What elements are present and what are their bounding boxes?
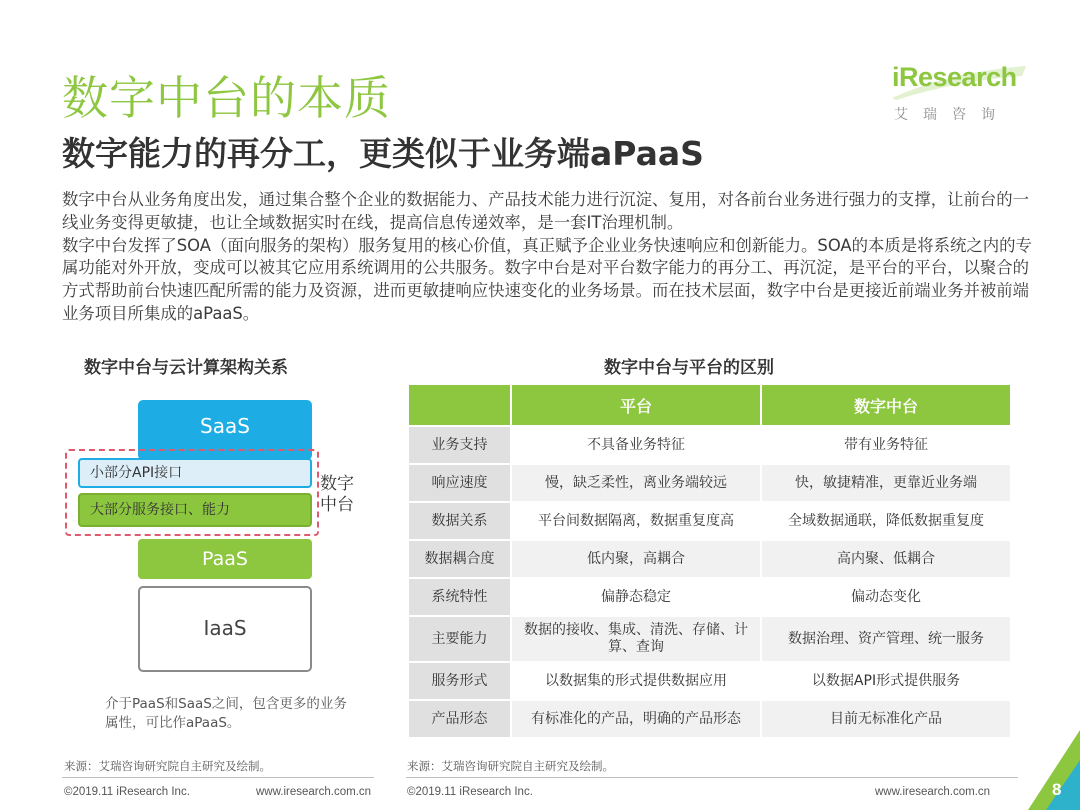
intro-text (62, 189, 1034, 326)
page-title: 数字中台的本质 (62, 71, 391, 125)
digital-cell: 全域数据通联，降低数据重复度 (762, 503, 1010, 539)
website-link-left[interactable]: www.iresearch.com.cn (256, 786, 372, 798)
copyright-left: ©2019.11 iResearch Inc. (64, 786, 190, 798)
digital-cell: 数据治理、资产管理、统一服务 (762, 617, 1010, 661)
logo-chinese-name: 艾瑞咨询 (894, 107, 1010, 123)
logo-wordmark: iResearch (892, 62, 1017, 92)
platform-cell: 低内聚，高耦合 (512, 541, 760, 577)
platform-cell: 平台间数据隔离，数据重复度高 (512, 503, 760, 539)
page-subtitle: 数字能力的再分工，更类似于业务端aPaaS (62, 134, 704, 173)
iresearch-logo (890, 62, 1030, 124)
table-header-platform: 平台 (512, 385, 760, 425)
digital-cell: 带有业务特征 (762, 427, 1010, 463)
digital-cell: 目前无标准化产品 (762, 701, 1010, 737)
platform-cell: 数据的接收、集成、清洗、存储、计算、查询 (512, 617, 760, 661)
row-label: 主要能力 (409, 617, 510, 661)
paas-layer: PaaS (138, 539, 312, 579)
intro-paragraph: 数字中台发挥了SOA（面向服务的架构）服务复用的核心价值，真正赋予企业业务快速响应和创新能力。SOA的本质是将系统之内的专属功能对外开放，变成可以被其它应用系统调用的公共服务。数字中台是对平台数字能力的再分工、再沉淀，是平台的平台，以聚合的方式帮助前台快速匹配所需的能力及资源，进而更敏捷响应快速变化的业务场景。而在技术层面，数字中台是更接近前端业务并被前端业务项目所集成的aPaaS。 (62, 235, 1032, 323)
source-note-right: 来源：艾瑞咨询研究院自主研究及绘制。 (407, 759, 614, 773)
table-header-corner (409, 385, 510, 425)
iaas-layer: IaaS (138, 586, 312, 672)
footer-divider (62, 777, 374, 778)
digital-cell: 快，敏捷精准，更靠近业务端 (762, 465, 1010, 501)
cloud-architecture-diagram (62, 392, 362, 732)
table-header-digital: 数字中台 (762, 385, 1010, 425)
page-number: 8 (1052, 780, 1062, 799)
footer-divider (406, 777, 1018, 778)
table-row (409, 465, 1010, 501)
saas-layer: SaaS (138, 400, 312, 460)
platform-cell: 以数据集的形式提供数据应用 (512, 663, 760, 699)
website-link-right[interactable]: www.iresearch.com.cn (875, 786, 991, 798)
diagram-heading: 数字中台与云计算架构关系 (84, 358, 288, 378)
comparison-table (407, 383, 1012, 739)
table-header-row (409, 385, 1010, 425)
comparison-heading: 数字中台与平台的区别 (604, 358, 774, 378)
diagram-note: 介于PaaS和SaaS之间，包含更多的业务属性，可比作aPaaS。 (105, 696, 347, 731)
source-note-left: 来源：艾瑞咨询研究院自主研究及绘制。 (64, 759, 271, 773)
service-layer: 大部分服务接口、能力 (78, 493, 312, 527)
platform-cell: 有标准化的产品，明确的产品形态 (512, 701, 760, 737)
row-label: 产品形态 (409, 701, 510, 737)
digital-cell: 高内聚、低耦合 (762, 541, 1010, 577)
table-row (409, 579, 1010, 615)
intro-paragraph: 数字中台从业务角度出发，通过集合整个企业的数据能力、产品技术能力进行沉淀、复用，对各前台业务进行强力的支撑，让前台的一线业务变得更敏捷，也让全域数据实时在线，提高信息传递效率，是一套IT治理机制。 (62, 190, 1030, 232)
copyright-right: ©2019.11 iResearch Inc. (407, 786, 533, 798)
digital-cell: 以数据API形式提供服务 (762, 663, 1010, 699)
row-label: 响应速度 (409, 465, 510, 501)
row-label: 数据耦合度 (409, 541, 510, 577)
platform-cell: 不具备业务特征 (512, 427, 760, 463)
table-row (409, 701, 1010, 737)
row-label: 系统特性 (409, 579, 510, 615)
platform-cell: 偏静态稳定 (512, 579, 760, 615)
table-row (409, 503, 1010, 539)
row-label: 服务形式 (409, 663, 510, 699)
table-row (409, 617, 1010, 661)
digital-cell: 偏动态变化 (762, 579, 1010, 615)
platform-cell: 慢，缺乏柔性，离业务端较远 (512, 465, 760, 501)
zone-label: 数字中台 (320, 474, 354, 515)
table-row (409, 427, 1010, 463)
api-layer: 小部分API接口 (78, 458, 312, 488)
row-label: 数据关系 (409, 503, 510, 539)
row-label: 业务支持 (409, 427, 510, 463)
table-row (409, 663, 1010, 699)
table-row (409, 541, 1010, 577)
